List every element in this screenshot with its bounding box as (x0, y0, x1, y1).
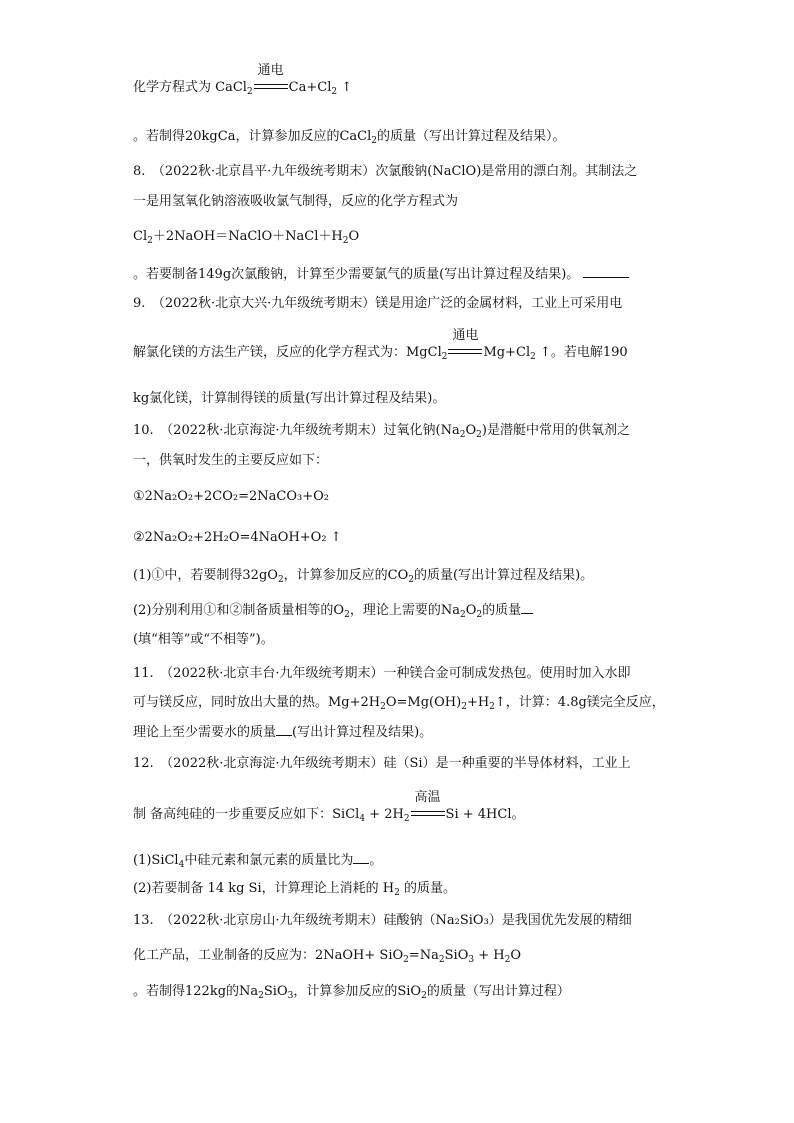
q13-line-2: 化工产品，工业制备的反应为：2NaOH+ $SiO_2=Na_2SiO_3 + H_2O$ (133, 948, 522, 965)
q9-line-3: kg氯化镁，计算制得镁的质量(写出计算过程及结果)。 (133, 391, 446, 406)
reaction-arrow (254, 63, 288, 96)
answer-blank[interactable] (521, 601, 533, 614)
q12-part-1: (1)SiCl$_4$中硅元素和氯元素的质量比为 。 (133, 853, 383, 870)
q10-part-2-line-2: (填“相等”或“不相等”)。 (133, 632, 274, 647)
q10-line-1: 10. （2022秋·北京海淀·九年级统考期末）过氧化钠$(Na_2O_2)$是潜艇中常用的供氧剂之 (133, 423, 630, 440)
q10-reaction-1: ①2Na₂O₂+2CO₂=2NaCO₃+O₂ (133, 489, 329, 504)
q8-line-2: 一是用氢氧化钠溶液吸收氯气制得，反应的化学方程式为 (133, 194, 459, 209)
q7-question-line: 。若制得20kgCa，计算参加反应的CaCl$_2$的质量（写出计算过程及结果）。 (133, 129, 566, 146)
answer-blank[interactable] (583, 265, 629, 278)
q12-equation-line: 制 备高纯硅的一步重要反应如下：SiCl$_4$ + $2H_2$ 高温 Si + 4HCl。 (133, 790, 525, 824)
q10-part-2: (2)分别利用①和②制备质量相等的$O_2$，理论上需要的$Na_2O_2$的质量 (133, 601, 533, 619)
reaction-condition: 通电 (257, 63, 284, 78)
reaction-condition: 高温 (414, 790, 441, 805)
answer-blank[interactable] (276, 723, 292, 736)
q8-equation: $Cl_2+2NaOH=NaClO+NaCl+H_2O$ (133, 229, 360, 246)
answer-blank[interactable] (353, 851, 369, 864)
q10-reaction-2: ②2Na₂O₂+2H₂O=4NaOH+O₂ ↑ (133, 530, 342, 545)
q12-part-2: (2)若要制备 14 kg Si，计算理论上消耗的 $H_2$ 的质量。 (133, 881, 456, 898)
q13-line-1: 13. （2022秋·北京房山·九年级统考期末）硅酸钠（Na₂SiO₃）是我国优先发展的精细 (133, 913, 632, 928)
q12-line-1: 12. （2022秋·北京海淀·九年级统考期末）硅（Si）是一种重要的半导体材料，工业上 (133, 756, 631, 771)
q10-part-1: (1)①中，若要制得$32gO_2$，计算参加反应的$CO_2$的质量(写出计算过程及结果)。 (133, 568, 594, 585)
q11-line-2: 可与镁反应，同时放出大量的热。$Mg+2H_2O=Mg(OH)_2+H_2↑$，计算：4.8g镁完全反应， (133, 695, 665, 712)
q9-equation-line: 解氯化镁的方法生产镁，反应的化学方程式为：MgCl$_2$ 通电 $Mg+Cl_2$ ↑。若电解190 (133, 328, 628, 362)
reaction-condition: 通电 (452, 328, 479, 343)
q8-line-1: 8. （2022秋·北京昌平·九年级统考期末）次氯酸钠(NaClO)是常用的漂白剂。其制法之 (133, 164, 638, 179)
q7-equation-line: 化学方程式为 CaCl$_2$ 通电 $Ca+Cl_2$ ↑ (133, 63, 353, 97)
reaction-arrow (411, 790, 445, 823)
q8-question-line: 。若要制备149g次氯酸钠，计算至少需要氯气的质量(写出计算过程及结果)。 (133, 265, 629, 283)
q11-line-3: 理论上至少需要水的质量 (写出计算过程及结果)。 (133, 725, 433, 740)
text: 化学方程式为 CaCl (133, 80, 247, 95)
q13-line-3: 。若制得122kg的$Na_2SiO_3$，计算参加反应的SiO$_2$的质量（写出计算过程） (133, 984, 570, 1001)
q11-line-1: 11. （2022秋·北京丰台·九年级统考期末）一种镁合金可制成发热包。使用时加入水即 (133, 666, 631, 681)
reaction-arrow (448, 328, 482, 361)
q10-line-2: 一，供氧时发生的主要反应如下： (133, 453, 329, 468)
q9-line-1: 9. （2022秋·北京大兴·九年级统考期末）镁是用途广泛的金属材料，工业上可采用电 (133, 296, 623, 311)
